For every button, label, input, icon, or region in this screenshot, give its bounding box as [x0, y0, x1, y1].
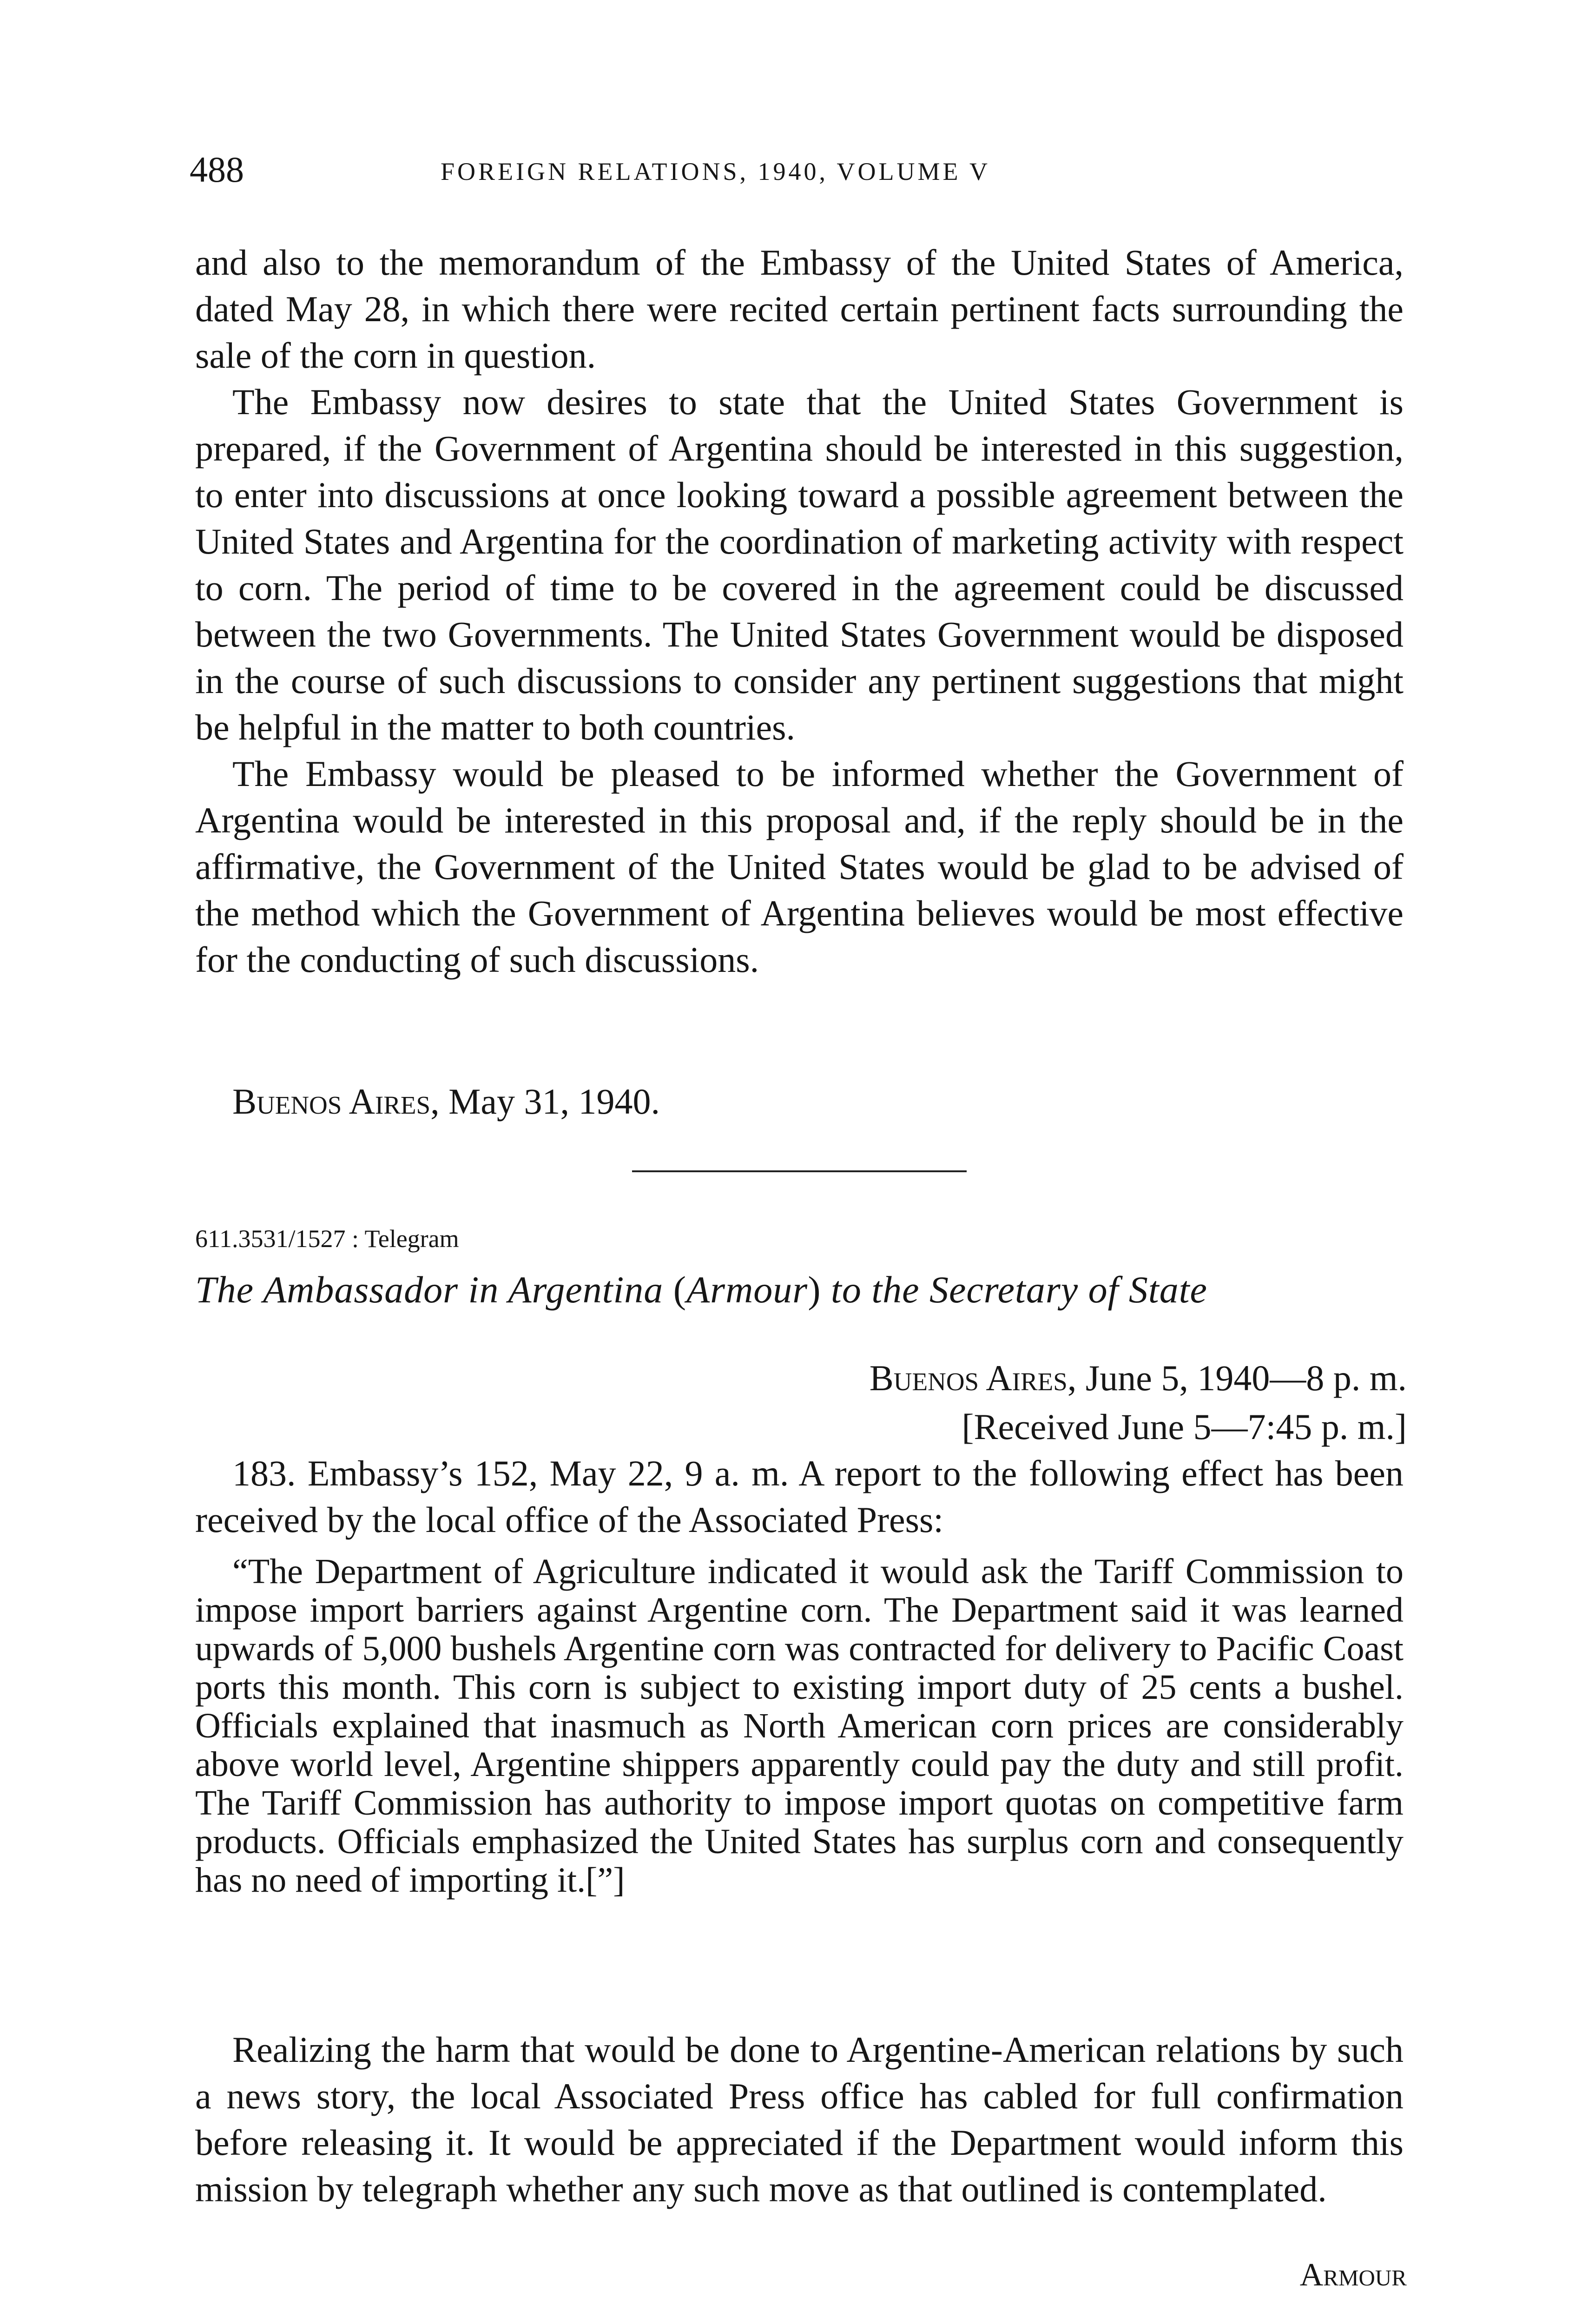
memorandum-dateline [232, 1078, 660, 1125]
dateline-place: Buenos Aires [232, 1081, 431, 1122]
memorandum-paragraph-1: and also to the memorandum of the Embassy of the United States of America, dated May 28, in which there were recited certain pertinent facts surrounding the sale of the corn in question. [195, 242, 1404, 376]
memorandum-paragraph-3: The Embassy would be pleased to be informed whether the Government of Argentina would be interested in this proposal and, if the reply should be in the affirmative, the Government of the United States would be glad to be advised of the method which the Government of Argentina believes would be most effective for the conducting of such discussions. [195, 753, 1404, 980]
telegram-closing-block [195, 2027, 1404, 2212]
telegram-intro: 183. Embassy’s 152, May 22, 9 a. m. A report to the following effect has been received by the local office of the Associated Press: [195, 1453, 1404, 1540]
telegram-title [195, 1264, 1404, 1315]
running-head: FOREIGN RELATIONS, 1940, VOLUME V [441, 158, 991, 185]
telegram-date-time: , June 5, 1940—8 p. m. [1067, 1358, 1407, 1398]
telegram-place: Buenos Aires [869, 1358, 1067, 1398]
title-part-1: The Ambassador in Argentina [195, 1268, 673, 1311]
title-paren-open: ( [673, 1268, 687, 1311]
telegram-signature: Armour [1299, 2257, 1407, 2293]
telegram-file-reference: 611.3531/1527 : Telegram [195, 1225, 459, 1253]
title-paren-close: ) [808, 1268, 821, 1311]
telegram-quote: “The Department of Agriculture indicated it would ask the Tariff Commission to impose import barriers against Argentine corn. The Department said it was learned upwards of 5,000 bushels Argentine corn was contracted for delivery to Pacific Coast ports this month. This corn is subject to existing import duty of 25 cents a bushel. Officials explained that inasmuch as North American corn prices are considerably above world level, Argentine shippers apparently could pay the duty and still profit. The Tariff Commission has authority to impose import quotas on competitive farm products. Officials emphasized the United States has surplus corn and consequently has no need of importing it.[”] [195, 1552, 1404, 1900]
page-header [190, 146, 1417, 202]
telegram-place-date [870, 1355, 1407, 1401]
dateline-date: , May 31, 1940. [430, 1081, 660, 1122]
memorandum-paragraph-2: The Embassy now desires to state that the United States Government is prepared, if the Government of Argentina should be interested in this suggestion, to enter into discussions at once looking toward a possible agreement between the United States and Argentina for the coordination of marketing activity with respect to corn. The period of time to be covered in the agreement could be discussed between the two Governments. The United States Government would be disposed in the course of such discussions to consider any pertinent suggestions that might be helpful in the matter to both countries. [195, 382, 1404, 747]
title-part-2: to the Secretary of State [821, 1268, 1207, 1311]
title-name: Armour [686, 1268, 808, 1311]
page-number: 488 [190, 149, 244, 190]
telegram-intro-block [195, 1450, 1404, 1543]
telegram-closing: Realizing the harm that would be done to Argentine-American relations by such a news story, the local Associated Press office has cabled for full confirmation before releasing it. It would be appreciated if the Department would inform this mission by telegraph whether any such move as that outlined is contemplated. [195, 2029, 1404, 2209]
memorandum-body [195, 239, 1404, 983]
telegram-quote-block [195, 1552, 1404, 1900]
telegram-received: [Received June 5—7:45 p. m.] [962, 1406, 1407, 1447]
section-divider [632, 1170, 967, 1172]
